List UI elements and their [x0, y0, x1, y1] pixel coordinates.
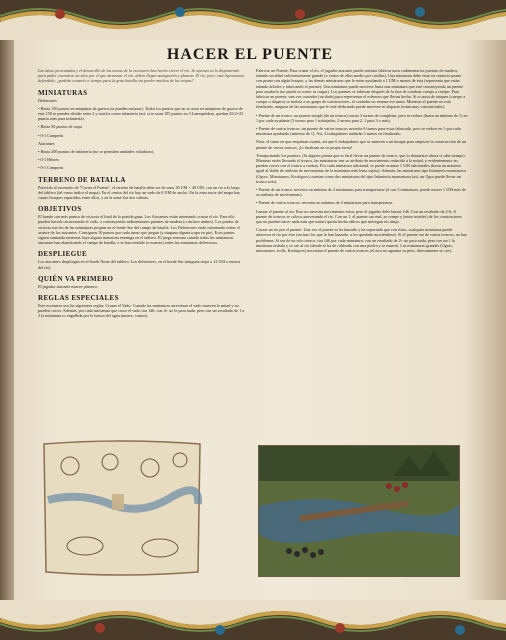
- bottom-decorative-border: [0, 600, 506, 640]
- list-item: • Puente de un tronco: un puente simple (de un tronco) cuesta 3 turnos de completar, pero se reduce (hasta un mínimo de 1) en 1 por cada ayudante (3 turnos para 1 trabajador, 2 turnos para 2, 1 para 3 o más).: [256, 112, 468, 123]
- right-column: [256, 68, 468, 256]
- top-decorative-border: [0, 0, 506, 40]
- list-item: • 0-1 Héroes: [38, 157, 60, 163]
- intro-text: Las ideas presentadas y el desarrollo de las tareas de la escenario han hecho crecer el río. Se apresta su lo disponiendo para poder encontrar un sitio por el que atravesar el río: deben llegar navegación y planear. El río, pero, está ligeramente defendido; ¿podrán cruzarlo a tiempo para la gran batalla sin perder muchos de las tropas?: [38, 68, 245, 84]
- list-item: • Puente de varios troncos: un puente de varios troncos necesita 6 turnos para estar fabricado, pero se reduce en 1 por cada miniatura ayudando (mínimo de 1). Así, 4 trabajadores tardarán 3 turnos en finalizarlo.: [256, 126, 461, 137]
- list-item: • Hasta 200 puntos de infantería (no se permiten unidades voladoras).: [38, 149, 155, 155]
- quien-body: El jugador atacante mueve primero.: [38, 283, 98, 289]
- terreno-body: Parecido al escenario de "Cortar el Puente", el terreno de batalla debe ser de unos 30 UM × 40 UM, con un río a lo largo del tablero (tal como indica el mapa). En el centro del río hay un vado de 6 UM de ancho. En la zona norte del mapa hay cuatro bosques repartidos entre ellos, y en la zona Sur dos colinas.: [38, 184, 241, 201]
- left-column: [38, 68, 245, 322]
- despliegue-body: Los atacantes despliegan en el borde Norte del tablero. Los defensores, en el borde Sur (ninguna tropa a 12 UM o menos del río).: [38, 259, 241, 270]
- list-item: • Hasta 50 puntos de tropa: [38, 124, 83, 130]
- section-heading-despliegue: DESPLIEGUE: [38, 250, 88, 259]
- section-heading-terreno: TERRENO DE BATALLA: [38, 175, 126, 184]
- transportando-text: Transportando los puentes: (Si alguien piensa que es fácil llevar un puente de tronco, que lo demuestre ahora si sabe tiempo). Mientras estén llevando el tronco, las miniaturas van su atributo de movimiento reducido a la mitad, y evidentemente no pueden correr con el tronco a cuestas. Por cada miniatura adicional, se puede avanzar 1 UM adicionales (hasta un máximo igual al doble de atributo de movimiento de la miniatura más lenta sujeta). Además, las miniaturas tipo Infantería monstruosa (Ogros, Minotauros, Krokigors) cuentan como dos miniaturas del tipo Infantería monstruosa (así, un Ogro puede llevar un tronco solo).: [256, 152, 466, 184]
- defensores-label: Defensores: [38, 97, 57, 103]
- defensores-body: • Hasta 150 puntos en máquinas de guerra (se pueden mejorar). Todos los puntos que no se usen en máquinas de guerra de este 150 se pueden dividir entre 2 y usarlos como infantería (así, si se usan 105 puntos en 3 Lanzapiedras, quedan 45/2=23 puntos más para infantería).: [38, 105, 244, 122]
- nota-text: Nota: el turno en que empiezan cuenta, así que 6 trabajadores que se mueven a un bosque para empezar la construcción de un puente de varios troncos, ¡lo finalizan en su propio turno!: [256, 139, 467, 150]
- section-heading-reglas: REGLAS ESPECIALES: [38, 294, 119, 303]
- book-spine: [0, 0, 14, 640]
- list-item: • Puente de varios troncos: necesita un mínimo de 4 miniaturas para transportarse.: [256, 200, 394, 206]
- battlefield-map-illustration: [40, 438, 204, 578]
- list-item: • 0-1 Campeón: [38, 165, 64, 171]
- atacantes-label: Atacantes: [38, 140, 55, 146]
- section-heading-objetivos: OBJETIVOS: [38, 205, 82, 214]
- list-item: • Puente de un tronco: necesita un mínimo de 2 miniaturas para transportarse (ó con 3 miniaturas, puede mover 1 UM más de su atributo de movimiento).: [256, 187, 466, 198]
- objetivos-body: El bando con más puntos de victoria al final de la partida gana. Los Atacantes están intentando cruzar el río. Para ello pueden hacerlo atravesando el vado, o construyendo rudimentarios puentes de madera (o incluso ambos). Los puntos de victoria son los de las miniaturas propias en el borde Sur del campo de batalla. Los Defensores están intentando evitar el avance de los atacantes. Consiguen 10 puntos por cada turno que juegan (y ninguna alguna tropa en pie). Esos puntos siguen sumando mientras haya alguna miniatura enemiga en el tablero. El juego termina cuando todas las miniaturas atacantes han abandonado el campo de batalla, o se han rendido (o muerto) todas las miniaturas defensoras.: [38, 214, 240, 246]
- page-title: HACER EL PUENTE: [166, 46, 334, 63]
- reglas-body: Este escenario usa las siguientes reglas: Cruzar el Vado: Cuando las miniaturas atraviesan el vado mueven la mitad y no pueden correr. Además, por cada miniatura que cruce el vado tira 1d6, con 4+ no le pasa nada, pero con un resultado de 1 a 3 la miniatura es engullida por la fuerza del agua (muere, vamos).: [38, 303, 245, 319]
- list-item: • 0-1 Campeón: [38, 132, 64, 138]
- cruzar-puente-text: Cruzar un río por el puente: Una vez el puente se ha lanzado y ha soportado que con éxito, cualquier miniatura puede atravesar el río por éste (incluso los que lo han lanzado, a los quedado moviéndose). Si el puente era de varios troncos, no hay problemas. Si era de un solo tronco, tira 1d6 por cada miniatura; con un resultado de 2+ no pasa nada, pero con un 1 la miniatura resbala y se cae al río (donde se ha de caldeada con una piedra y se muere). Las miniaturas grandes (Ogros, minotauros, trolls, Krokigors) necesitan el puente de varios troncos (el otro no aguanta su peso, directamente se cae).: [256, 227, 467, 254]
- section-heading-quien: QUIÉN VA PRIMERO: [38, 274, 114, 283]
- miniatures-diorama-photo: [258, 445, 460, 577]
- section-heading-miniaturas: MINIATURAS: [38, 88, 88, 97]
- lanzar-puente-text: Lanzar el puente al río: Esto no necesita movimiento extra, pero el jugador debe lanzar 1d6. Con un resultado de 2-6, el puente de troncos se coloca atravesando el río. Con un 1, el puente cae mal, se rompe y (entre ustedes) de los constructores que no pueden hacer nada más que mirar) queda hecho añicos que nievegan río abajo.: [256, 208, 462, 225]
- fabricar-puente-text: Fabricar un Puente: Para cruzar el río, el jugador atacante puede intentar fabricar unos rudimentarios puentes de madera, talando un árbol suficientemente grande (o varios de ellos medio por casillas). Una miniatura debe estar en contacto peana con peana con algún bosque, y las demás miniaturas que le estén ayudando a 1 UM o menos de ésta (representa que están talando árboles y fabricando el puente). Una miniatura puede moverse hasta una miniatura que esté construyendo un puente para ayudarla (no puede ni correr ni cargar). Los puentes se fabrican después de la fase de combate cuerpo a cuerpo. Para fabricar un puente, una vez contador (un dado) para representar el esfuerzo que llevan hecho. Si a causa de ataques (cuerpo a cuerpo o disparo) se moleta a un grupo de constructores, el contador no avanza ese turno. Mientras el puente no está finalizado, ninguna de las miniaturas que le esté dedicando puede moverse ni disparar (están muy concentrados).: [256, 68, 466, 110]
